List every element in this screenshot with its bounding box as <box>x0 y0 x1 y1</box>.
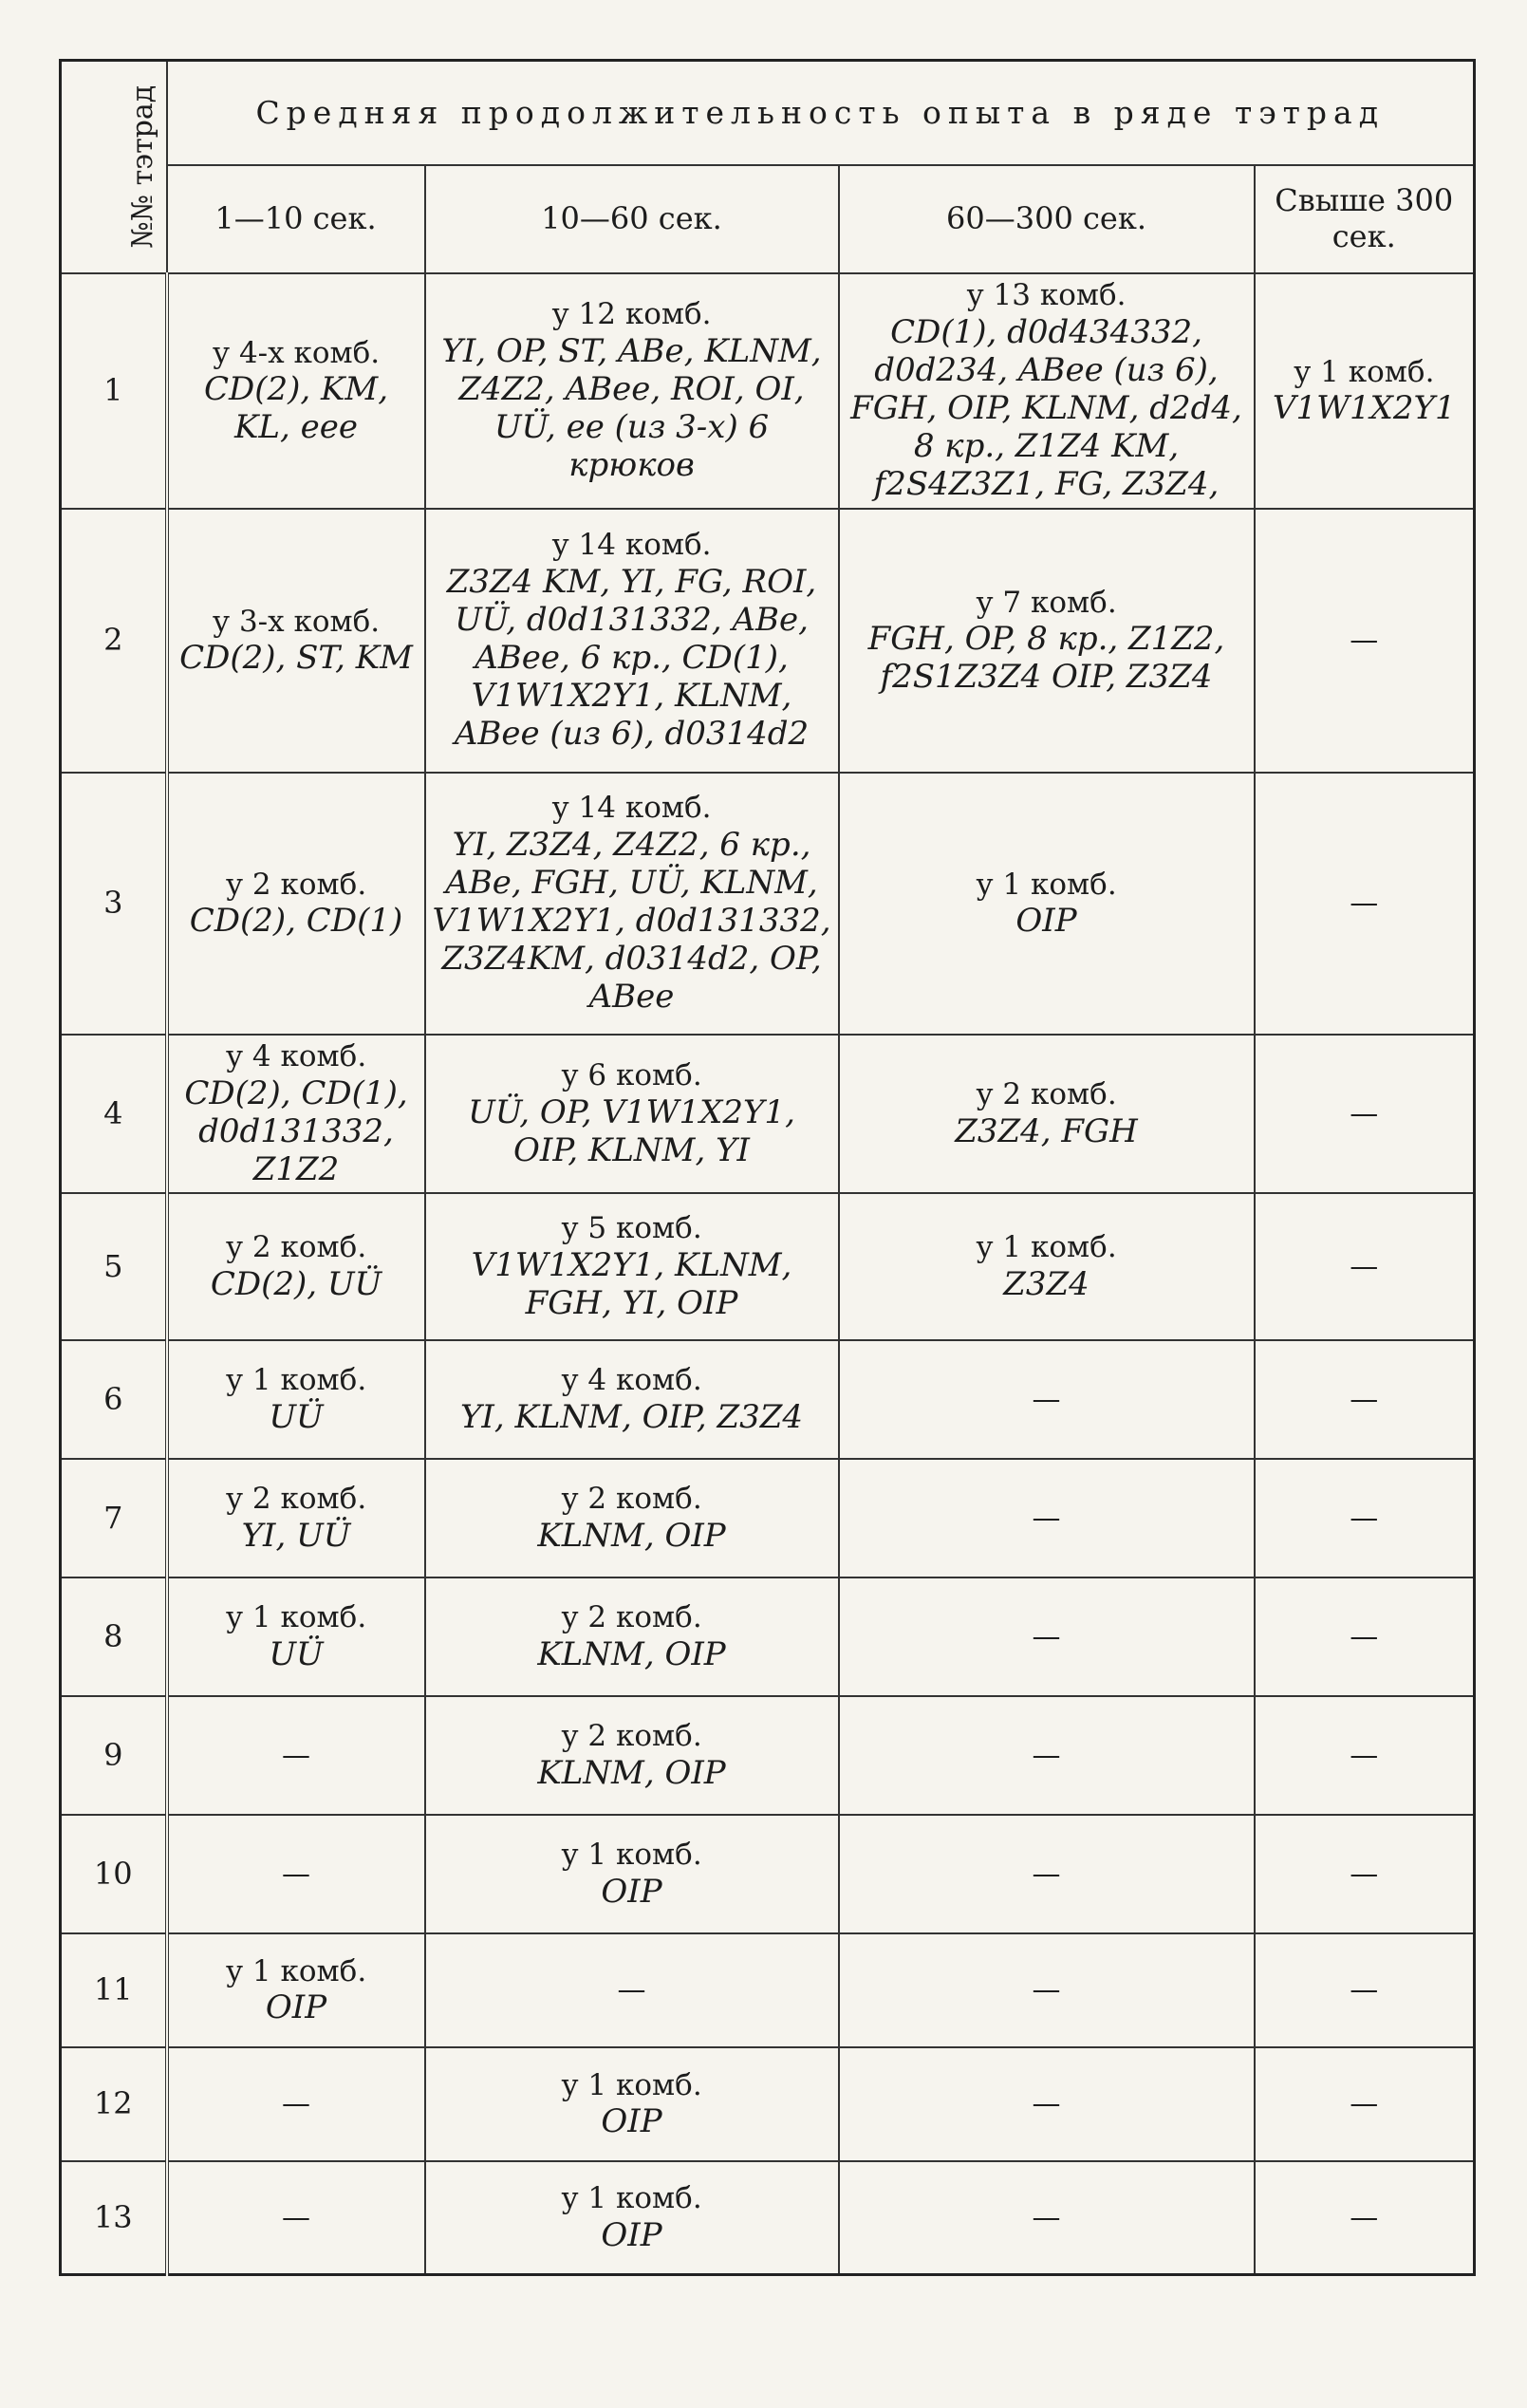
data-cell <box>425 1577 839 1696</box>
data-cell <box>839 1035 1255 1193</box>
data-cell <box>1255 1696 1475 1815</box>
data-cell <box>1255 273 1475 509</box>
combination-count: у 5 комб. <box>561 1211 702 1245</box>
combination-count: у 2 комб. <box>225 867 367 902</box>
combination-count: у 1 комб. <box>225 1953 367 1988</box>
empty-dash: — <box>1350 1973 1379 2007</box>
combination-list: CD(2), KM, KL, eee <box>203 370 389 447</box>
data-cell <box>1255 1577 1475 1696</box>
table-row <box>61 2161 1475 2275</box>
super-title: Средняя продолжительность опыта в ряде тэтрад <box>167 61 1475 166</box>
table-row <box>61 1035 1475 1193</box>
row-header-cell <box>61 61 167 274</box>
data-cell <box>425 509 839 773</box>
combination-list: YI, Z3Z4, Z4Z2, 6 кр., ABe, FGH, UÜ, KLNM, V1W1X2Y1, d0d131332, Z3Z4KM, d0314d2, OP, ABee <box>432 826 831 1017</box>
combination-list: CD(2), CD(1) <box>189 902 403 941</box>
combination-list: UÜ <box>269 1634 324 1673</box>
data-cell <box>1255 1340 1475 1459</box>
combination-count: у 4-х комб. <box>212 335 381 370</box>
combination-count: у 4 комб. <box>561 1363 702 1398</box>
data-cell <box>425 1696 839 1815</box>
data-cell <box>839 1340 1255 1459</box>
data-cell <box>839 509 1255 773</box>
empty-dash: — <box>1032 2087 1061 2121</box>
combination-count: у 13 комб. <box>966 278 1127 313</box>
data-cell <box>1255 1815 1475 1933</box>
empty-dash: — <box>1350 624 1379 658</box>
data-cell <box>839 1193 1255 1340</box>
table-row <box>61 509 1475 773</box>
empty-dash: — <box>1350 1096 1379 1130</box>
row-number: 9 <box>61 1696 167 1815</box>
combination-count: у 14 комб. <box>551 528 712 563</box>
data-cell <box>839 2161 1255 2275</box>
data-cell <box>1255 1933 1475 2047</box>
data-cell <box>167 1193 425 1340</box>
column-header-1-10: 1—10 сек. <box>167 165 425 273</box>
empty-dash: — <box>1032 1382 1061 1416</box>
combination-list: KLNM, OIP <box>537 1634 726 1673</box>
empty-dash: — <box>1032 1738 1061 1772</box>
row-number: 11 <box>61 1933 167 2047</box>
combination-count: у 1 комб. <box>976 1230 1117 1265</box>
data-cell <box>1255 2047 1475 2161</box>
combination-list: UÜ <box>269 1397 324 1436</box>
combination-count: у 6 комб. <box>561 1058 702 1093</box>
combination-count: у 7 комб. <box>976 585 1117 620</box>
data-cell <box>167 509 425 773</box>
data-cell <box>425 2161 839 2275</box>
empty-dash: — <box>1032 1973 1061 2007</box>
data-cell <box>167 1035 425 1193</box>
combination-count: у 2 комб. <box>225 1482 367 1517</box>
table-header <box>61 61 1475 274</box>
data-cell <box>839 2047 1255 2161</box>
data-cell <box>839 1577 1255 1696</box>
combination-count: у 2 комб. <box>976 1077 1117 1112</box>
data-cell <box>1255 1193 1475 1340</box>
column-header-10-60: 10—60 сек. <box>425 165 839 273</box>
empty-dash: — <box>1032 1619 1061 1653</box>
empty-dash: — <box>282 1857 310 1891</box>
combination-count: у 1 комб. <box>225 1363 367 1398</box>
table-row <box>61 1193 1475 1340</box>
row-number: 10 <box>61 1815 167 1933</box>
data-cell <box>839 1815 1255 1933</box>
empty-dash: — <box>1350 1382 1379 1416</box>
combination-list: OIP <box>601 1872 662 1911</box>
data-cell <box>839 1696 1255 1815</box>
row-number: 8 <box>61 1577 167 1696</box>
column-header-over-300: Свыше 300 сек. <box>1255 165 1475 273</box>
empty-dash: — <box>1032 1857 1061 1891</box>
data-cell <box>839 1933 1255 2047</box>
table-row <box>61 2047 1475 2161</box>
duration-table <box>59 59 1476 2276</box>
data-cell <box>425 773 839 1035</box>
combination-list: OIP <box>265 1988 327 2027</box>
table-body <box>61 273 1475 2275</box>
table-row <box>61 1577 1475 1696</box>
combination-count: у 1 комб. <box>225 1600 367 1635</box>
data-cell <box>167 1340 425 1459</box>
empty-dash: — <box>617 1973 646 2007</box>
data-cell <box>425 1933 839 2047</box>
combination-list: Z3Z4 KM, YI, FG, ROI, UÜ, d0d131332, ABe, ABee, 6 кр., CD(1), V1W1X2Y1, KLNM, ABee (из 6), d0314d2 <box>446 563 817 754</box>
empty-dash: — <box>1350 1249 1379 1283</box>
combination-count: у 12 комб. <box>551 297 712 332</box>
combination-list: UÜ, OP, V1W1X2Y1, OIP, KLNM, YI <box>468 1092 795 1169</box>
combination-count: у 3-х комб. <box>212 604 381 639</box>
table-row <box>61 1340 1475 1459</box>
table-row <box>61 773 1475 1035</box>
empty-dash: — <box>1350 2200 1379 2234</box>
data-cell <box>425 273 839 509</box>
table-row <box>61 1815 1475 1933</box>
combination-list: CD(2), CD(1), d0d131332, Z1Z2 <box>184 1073 408 1188</box>
empty-dash: — <box>1350 887 1379 921</box>
data-cell <box>167 1696 425 1815</box>
empty-dash: — <box>1350 2087 1379 2121</box>
combination-list: CD(2), UÜ <box>210 1264 382 1303</box>
empty-dash: — <box>282 1738 310 1772</box>
empty-dash: — <box>282 2200 310 2234</box>
empty-dash: — <box>1032 2200 1061 2234</box>
combination-count: у 1 комб. <box>561 1838 702 1873</box>
combination-list: OIP <box>1015 902 1077 941</box>
combination-count: у 1 комб. <box>561 2067 702 2102</box>
table-row <box>61 1696 1475 1815</box>
combination-list: V1W1X2Y1 <box>1272 389 1456 428</box>
data-cell <box>1255 1035 1475 1193</box>
row-number: 3 <box>61 773 167 1035</box>
data-cell <box>167 773 425 1035</box>
column-header-60-300: 60—300 сек. <box>839 165 1255 273</box>
row-number: 12 <box>61 2047 167 2161</box>
empty-dash: — <box>1350 1619 1379 1653</box>
combination-count: у 2 комб. <box>561 1719 702 1754</box>
combination-list: OIP <box>601 2102 662 2141</box>
combination-list: FGH, OP, 8 кр., Z1Z2, f2S1Z3Z4 OIP, Z3Z4 <box>867 620 1225 697</box>
combination-count: у 1 комб. <box>561 2181 702 2216</box>
combination-list: KLNM, OIP <box>537 1753 726 1792</box>
data-cell <box>1255 773 1475 1035</box>
combination-count: у 14 комб. <box>551 791 712 826</box>
table-row <box>61 1933 1475 2047</box>
combination-count: у 1 комб. <box>976 867 1117 902</box>
row-number: 6 <box>61 1340 167 1459</box>
row-number: 4 <box>61 1035 167 1193</box>
combination-list: KLNM, OIP <box>537 1516 726 1555</box>
combination-list: CD(1), d0d434332, d0d234, ABee (из 6), FGH, OIP, KLNM, d2d4, 8 кр., Z1Z4 KM, f2S4Z3Z1, FG, Z3Z4, <box>850 313 1242 504</box>
data-cell <box>425 1815 839 1933</box>
empty-dash: — <box>1350 1738 1379 1772</box>
row-number: 5 <box>61 1193 167 1340</box>
data-cell <box>167 1815 425 1933</box>
data-cell <box>425 1035 839 1193</box>
combination-count: у 2 комб. <box>561 1600 702 1635</box>
empty-dash: — <box>1350 1857 1379 1891</box>
data-cell <box>1255 1459 1475 1577</box>
combination-list: OIP <box>601 2215 662 2254</box>
empty-dash: — <box>1032 1501 1061 1535</box>
combination-count: у 1 комб. <box>1294 354 1435 389</box>
data-cell <box>167 1933 425 2047</box>
empty-dash: — <box>1350 1501 1379 1535</box>
combination-list: YI, KLNM, OIP, Z3Z4 <box>459 1397 804 1436</box>
combination-count: у 4 комб. <box>225 1039 367 1073</box>
combination-list: V1W1X2Y1, KLNM, FGH, YI, OIP <box>471 1245 792 1322</box>
table-row <box>61 1459 1475 1577</box>
data-cell <box>167 2161 425 2275</box>
data-cell <box>839 273 1255 509</box>
data-cell <box>1255 509 1475 773</box>
combination-list: YI, OP, ST, ABe, KLNM, Z4Z2, ABee, ROI, OI, UÜ, ee (из 3-х) 6 крюков <box>441 332 822 485</box>
row-header-label: №№ тэтрад <box>126 85 160 249</box>
data-cell <box>425 1340 839 1459</box>
table-row <box>61 273 1475 509</box>
data-cell <box>425 1459 839 1577</box>
combination-count: у 2 комб. <box>225 1230 367 1265</box>
data-cell <box>1255 2161 1475 2275</box>
data-cell <box>167 1459 425 1577</box>
combination-list: Z3Z4 <box>1003 1264 1089 1303</box>
data-cell <box>167 273 425 509</box>
row-number: 2 <box>61 509 167 773</box>
combination-count: у 2 комб. <box>561 1482 702 1517</box>
combination-list: CD(2), ST, KM <box>179 639 413 678</box>
empty-dash: — <box>282 2087 310 2121</box>
data-cell <box>425 1193 839 1340</box>
data-cell <box>839 1459 1255 1577</box>
combination-list: Z3Z4, FGH <box>955 1111 1138 1150</box>
row-number: 1 <box>61 273 167 509</box>
data-cell <box>167 1577 425 1696</box>
data-cell <box>425 2047 839 2161</box>
combination-list: YI, UÜ <box>241 1516 351 1555</box>
data-cell <box>839 773 1255 1035</box>
data-cell <box>167 2047 425 2161</box>
row-number: 7 <box>61 1459 167 1577</box>
row-number: 13 <box>61 2161 167 2275</box>
